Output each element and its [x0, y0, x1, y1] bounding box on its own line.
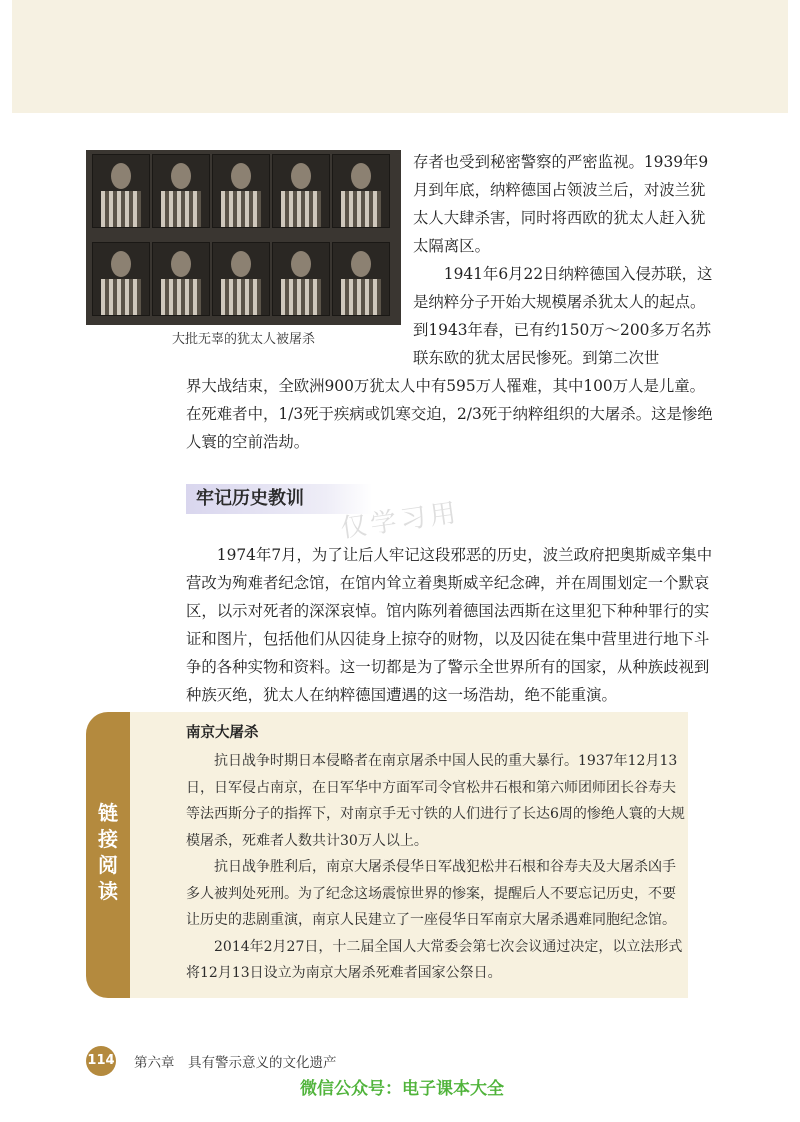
continued-text [186, 372, 713, 456]
reading-title: 南京大屠杀 [186, 725, 259, 741]
paragraph: 存者也受到秘密警察的严密监视。1939年9月到年底，纳粹德国占领波兰后，对波兰犹太人大肆杀害，同时将西欧的犹太人赶入犹太隔离区。 [413, 153, 709, 255]
reading-paragraph: 2014年2月27日，十二届全国人大常委会第七次会议通过决定，以立法形式将12月13日设立为南京大屠杀死难者国家公祭日。 [186, 938, 683, 981]
paragraph: 1974年7月，为了让后人牢记这段邪恶的历史，波兰政府把奥斯威辛集中营改为殉难者纪念馆，在馆内耸立着奥斯威辛纪念碑，并在周围划定一个默哀区，以示对死者的深深哀悼。馆内陈列着德国法西斯在这里犯下种种罪行的实证和图片，包括他们从囚徒身上掠夺的财物，以及囚徒在集中营里进行地下斗争的各种实物和资料。这一切都是为了警示全世界所有的国家，从种族歧视到种族灭绝，犹太人在纳粹德国遭遇的这一场浩劫，绝不能重演。 [186, 546, 713, 704]
wrapped-text [413, 148, 713, 372]
photo-caption: 大批无辜的犹太人被屠杀 [171, 332, 315, 347]
paragraph: 界大战结束，全欧洲900万犹太人中有595万人罹难，其中100万人是儿童。在死难者中，1/3死于疾病或饥寒交迫，2/3死于纳粹组织的大屠杀。这是惨绝人寰的空前浩劫。 [186, 377, 713, 451]
photo-row-bottom [86, 242, 401, 322]
reading-tab-label [86, 800, 130, 904]
section-body [186, 541, 713, 709]
footer-watermark: 微信公众号：电子课本大全 [300, 1079, 504, 1099]
reading-paragraph: 抗日战争时期日本侵略者在南京屠杀中国人民的重大暴行。1937年12月13日，日军侵占南京，在日军华中方面军司令官松井石根和第六师团师团长谷寿夫等法西斯分子的指挥下，对南京手无寸铁的人们进行了长达6周的惨绝人寰的大规模屠杀，死难者人数共计30万人以上。 [186, 753, 685, 849]
chapter-title: 第六章 具有警示意义的文化遗产 [134, 1055, 337, 1071]
prisoner-photo [86, 150, 401, 325]
study-watermark: 仅学习用 [338, 497, 462, 545]
paragraph: 1941年6月22日纳粹德国入侵苏联，这是纳粹分子开始大规模屠杀犹太人的起点。到1943年春，已有约150万～200多万名苏联东欧的犹太居民惨死。到第二次世 [413, 265, 713, 367]
section-heading: 牢记历史教训 [186, 484, 372, 514]
page-number: 114 [86, 1046, 116, 1076]
reading-paragraph: 抗日战争胜利后，南京大屠杀侵华日军战犯松井石根和谷寿夫及大屠杀凶手多人被判处死刑。为了纪念这场震惊世界的惨案，提醒后人不要忘记历史，不要让历史的悲剧重演，南京人民建立了一座侵华日军南京大屠杀遇难同胞纪念馆。 [186, 859, 676, 928]
photo-row-top [86, 154, 401, 234]
reading-tab-text: 链接阅读 [98, 801, 118, 903]
top-header-band [12, 0, 788, 113]
reading-body [186, 748, 686, 987]
